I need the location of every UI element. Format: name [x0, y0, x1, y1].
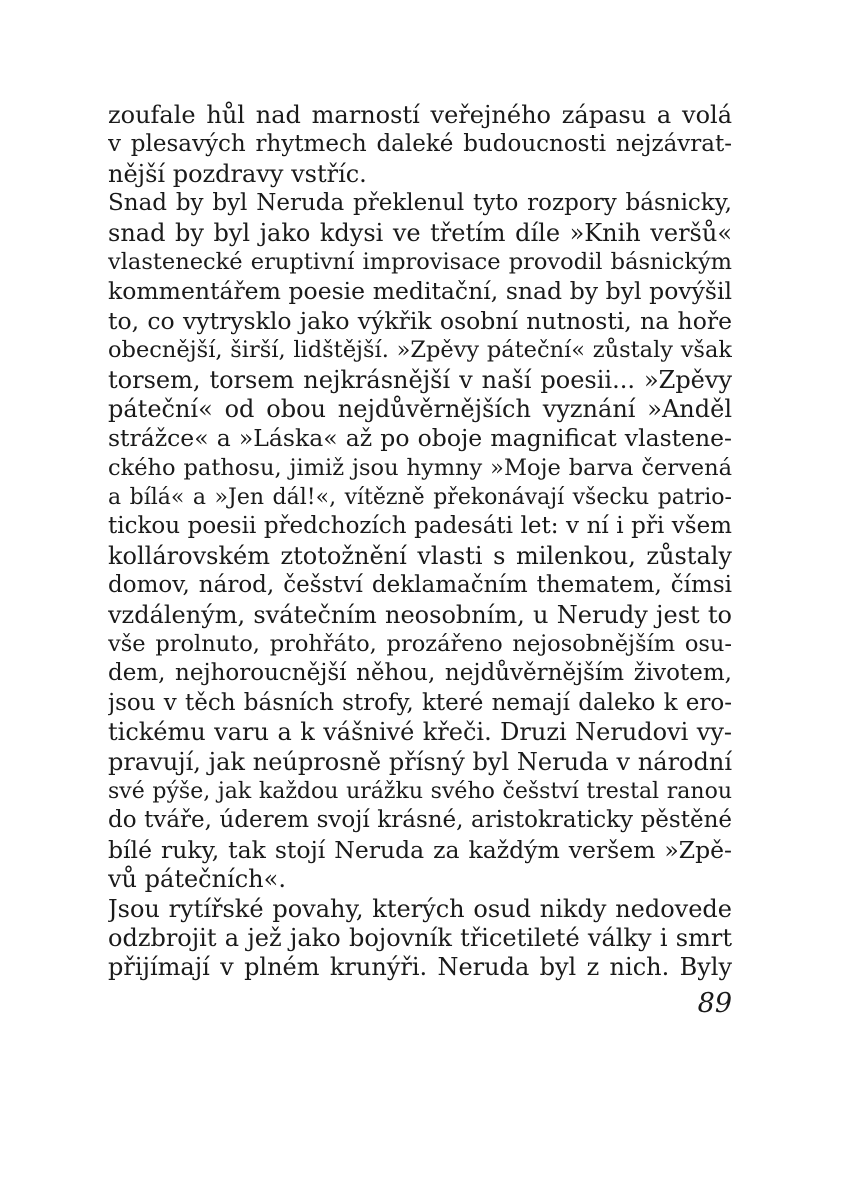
text-line: páteční« od obou nejdůvěrnějších vyznání »Anděl — [108, 394, 732, 423]
text-line: nější pozdravy vstříc. — [108, 159, 367, 188]
text-line: strážce« a »Láska« až po oboje magnificat vlastene- — [108, 424, 732, 453]
text-line: vše prolnuto, prohřáto, prozářeno nejosobnějším osu- — [108, 631, 732, 658]
text-line: do tváře, úderem svojí krásné, aristokraticky pěstěné — [108, 807, 732, 834]
text-line: kollárovském ztotožnění vlasti s milenkou, zůstaly — [108, 541, 732, 570]
text-line: tickou poesii předchozích padesáti let: v ní i při všem — [108, 513, 732, 540]
text-line: vlastenecké eruptivní improvisace provodil básnickým — [108, 248, 732, 275]
text-line: a bílá« a »Jen dál!«, vítězně překonávají všecku patrio- — [108, 485, 732, 511]
text-line: pravují, jak neúprosně přísný byl Neruda v národní — [108, 747, 732, 776]
text-line: ckého pathosu, jimiž jsou hymny »Moje barva červená — [108, 454, 732, 481]
text-line: zoufale hůl nad marností veřejného zápasu a volá — [108, 101, 732, 129]
text-line: to, co vytrysklo jako výkřik osobní nutnosti, na hoře — [108, 306, 732, 335]
text-line: bílé ruky, tak stojí Neruda za každým veršem »Zpě- — [108, 835, 732, 864]
text-line: odzbrojit a jež jako bojovník třicetileté války i smrt — [108, 923, 732, 952]
text-line: torsem, torsem nejkrásnější v naší poesii... »Zpěvy — [108, 365, 732, 394]
text-line: Snad by byl Neruda překlenul tyto rozpory básnicky, — [108, 190, 732, 217]
text-line: domov, národ, češství deklamačním thematem, čímsi — [108, 572, 732, 599]
text-line: jsou v těch básních strofy, které nemají daleko k ero- — [108, 689, 732, 716]
text-line: Jsou rytířské povahy, kterých osud nikdy nedovede — [108, 894, 732, 923]
text-line: své pýše, jak každou urážku svého češství trestal ranou — [108, 778, 732, 804]
text-line: přijímají v plném krunýři. Neruda byl z nich. Byly — [108, 953, 732, 982]
text-line: v plesavých rhytmech daleké budoucnosti nejzávrat- — [108, 131, 732, 158]
text-line: dem, nejhoroucnější něhou, nejdůvěrnějším životem, — [108, 660, 732, 687]
body-text — [108, 101, 732, 983]
text-line: tickému varu a k vášnivé křeči. Druzi Nerudovi vy- — [108, 718, 732, 747]
page-number: 89 — [697, 988, 732, 1019]
text-line: snad by byl jako kdysi ve třetím díle »Knih veršů« — [108, 218, 732, 247]
text-line: vů pátečních«. — [108, 865, 286, 894]
text-line: vzdáleným, svátečním neosobním, u Nerudy jest to — [108, 600, 732, 629]
text-line: obecnější, širší, lidštější. »Zpěvy páteční« zůstaly však — [108, 337, 732, 364]
text-line: kommentářem poesie meditační, snad by byl povýšil — [108, 277, 732, 306]
